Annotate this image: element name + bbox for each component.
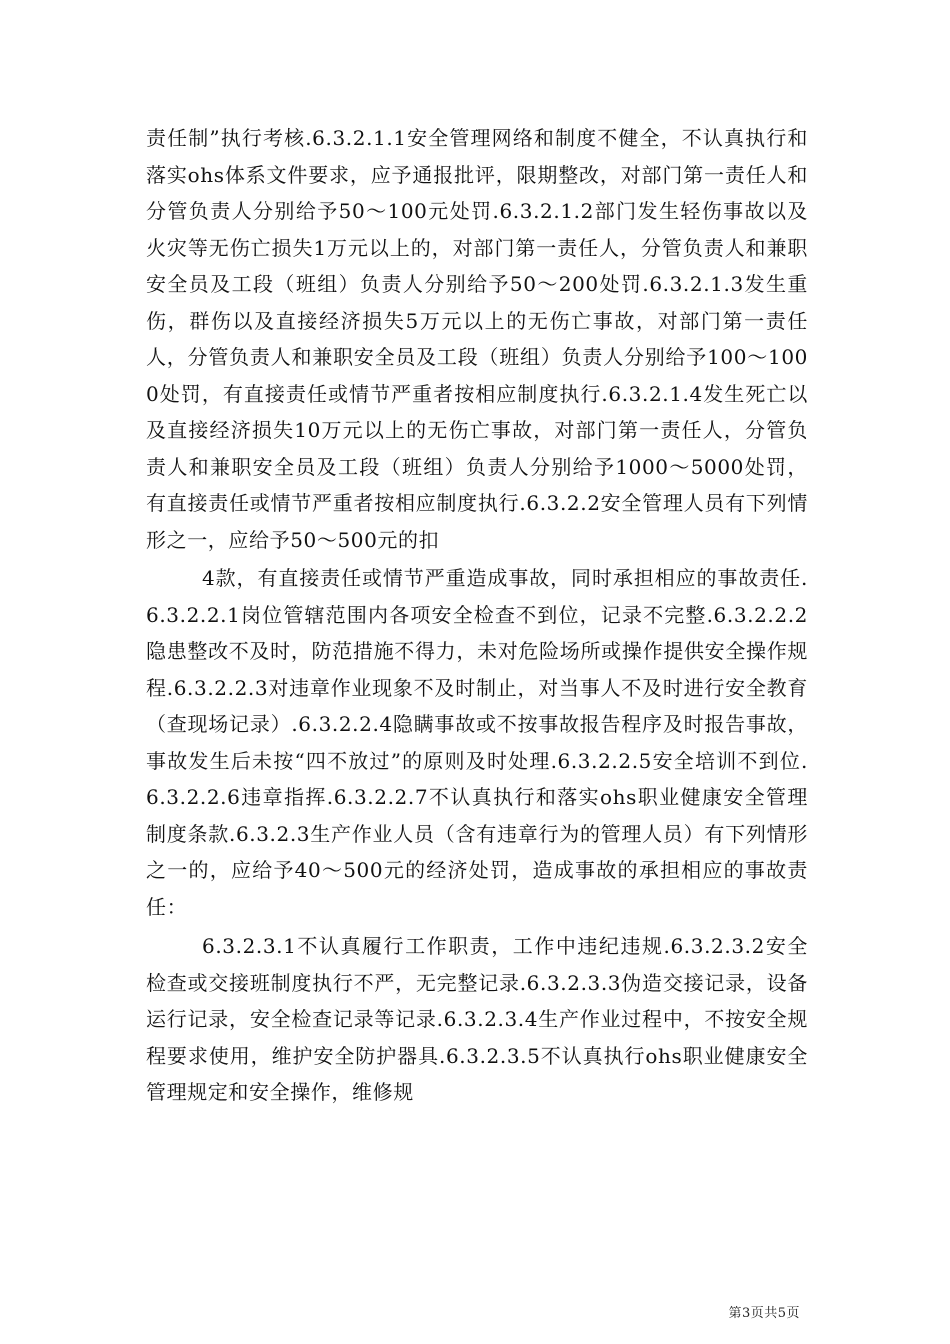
paragraph-3: 6.3.2.3.1不认真履行工作职责，工作中违纪违规.6.3.2.3.2安全检查或交接班制度执行不严，无完整记录.6.3.2.3.3伪造交接记录，设备运行记录，安全检查记录等记录.6.3.2.3.4生产作业过程中，不按安全规程要求使用，维护安全防护器具.6.3.2.3.5不认真执行ohs职业健康安全管理规定和安全操作，维修规 — [146, 934, 808, 1104]
page-number-footer: 第3页共5页 — [728, 1306, 800, 1321]
document-body — [146, 120, 808, 1111]
paragraph-1: 责任制”执行考核.6.3.2.1.1安全管理网络和制度不健全，不认真执行和落实ohs体系文件要求，应予通报批评，限期整改，对部门第一责任人和分管负责人分别给予50～100元处罚.6.3.2.1.2部门发生轻伤事故以及火灾等无伤亡损失1万元以上的，对部门第一责任人，分管负责人和兼职安全员及工段（班组）负责人分别给予50～200处罚.6.3.2.1.3发生重伤，群伤以及直接经济损失5万元以上的无伤亡事故，对部门第一责任人，分管负责人和兼职安全员及工段（班组）负责人分别给予100～1000处罚，有直接责任或情节严重者按相应制度执行.6.3.2.1.4发生死亡以及直接经济损失10万元以上的无伤亡事故，对部门第一责任人，分管负责人和兼职安全员及工段（班组）负责人分别给予1000～5000处罚，有直接责任或情节严重者按相应制度执行.6.3.2.2安全管理人员有下列情形之一，应给予50～500元的扣 — [146, 126, 808, 552]
paragraph-2: 4款，有直接责任或情节严重造成事故，同时承担相应的事故责任.6.3.2.2.1岗位管辖范围内各项安全检查不到位，记录不完整.6.3.2.2.2隐患整改不及时，防范措施不得力，未对危险场所或操作提供安全操作规程.6.3.2.2.3对违章作业现象不及时制止，对当事人不及时进行安全教育（查现场记录）.6.3.2.2.4隐瞒事故或不按事故报告程序及时报告事故，事故发生后未按“四不放过”的原则及时处理.6.3.2.2.5安全培训不到位.6.3.2.2.6违章指挥.6.3.2.2.7不认真执行和落实ohs职业健康安全管理制度条款.6.3.2.3生产作业人员（含有违章行为的管理人员）有下列情形之一的，应给予40～500元的经济处罚，造成事故的承担相应的事故责任： — [146, 566, 809, 919]
